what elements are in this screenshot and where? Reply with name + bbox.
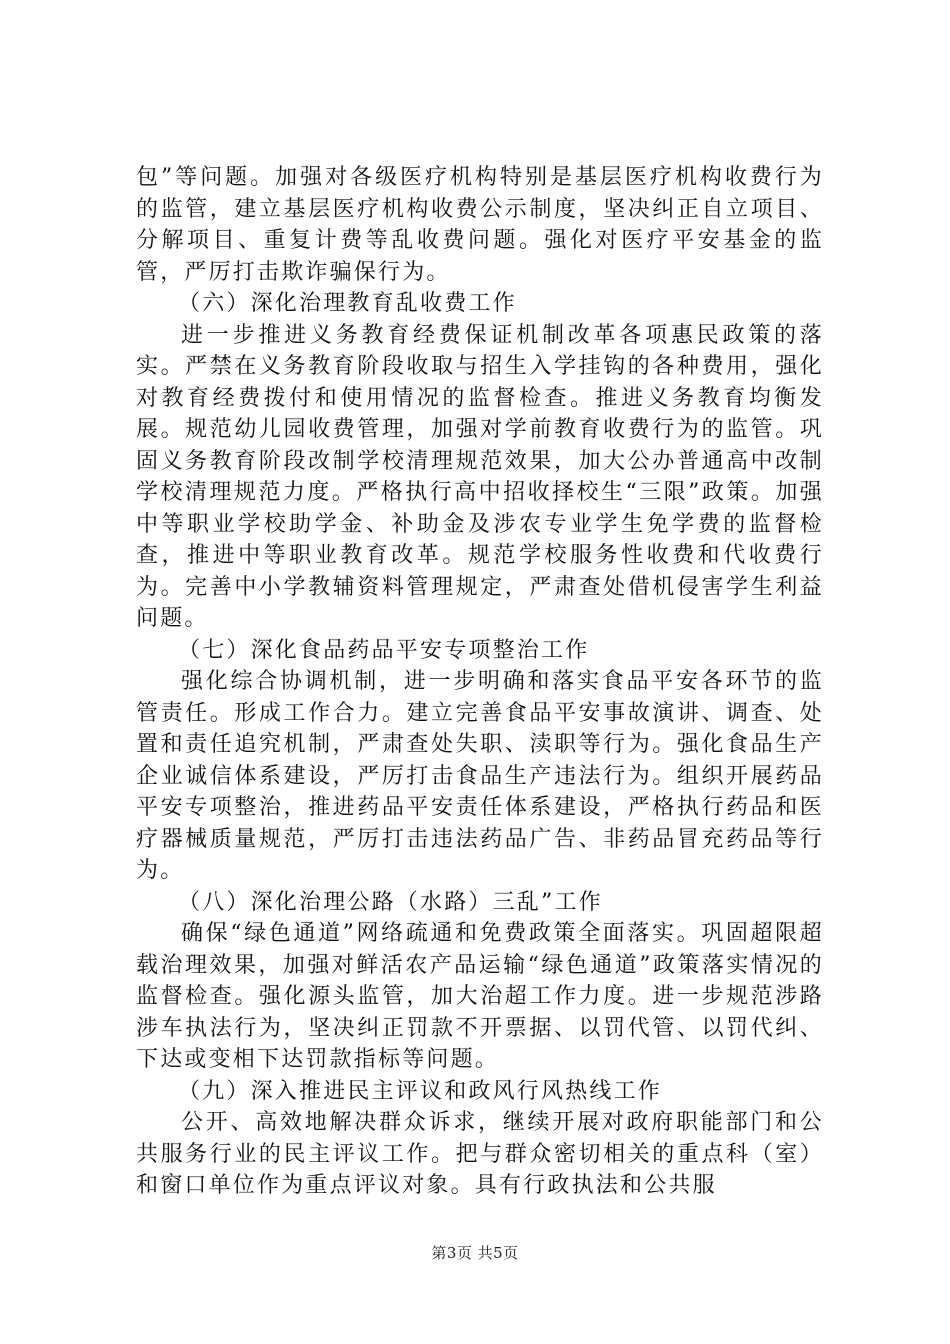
paragraph-continued: 包”等问题。加强对各级医疗机构特别是基层医疗机构收费行为的监管，建立基层医疗机构收费公示制度，坚决纠正自立项目、分解项目、重复计费等乱收费问题。强化对医疗平安基金的监管，严厉打击欺诈骗保行为。 xyxy=(136,165,824,285)
paragraph-food-drug-safety: 强化综合协调机制，进一步明确和落实食品平安各环节的监管责任。形成工作合力。建立完善食品平安事故演讲、调查、处置和责任追究机制，严肃查处失职、渎职等行为。强化食品生产企业诚信体系建设，严厉打击食品生产违法行为。组织开展药品平安专项整治，推进药品平安责任体系建设，严格执行药品和医疗器械质量规范，严厉打击违法药品广告、非药品冒充药品等行为。 xyxy=(136,669,824,883)
section-heading-6: （六）深化治理教育乱收费工作 xyxy=(178,291,517,316)
section-heading-8: （八）深化治理公路（水路）三乱”工作 xyxy=(178,889,603,915)
paragraph-education-fees: 进一步推进义务教育经费保证机制改革各项惠民政策的落实。严禁在义务教育阶段收取与招生入学挂钩的各种费用，强化对教育经费拨付和使用情况的监督检查。推进义务教育均衡发展。规范幼儿园收费管理，加强对学前教育收费行为的监管。巩固义务教育阶段改制学校清理规范效果，加大公办普通高中改制学校清理规范力度。严格执行高中招收择校生“三限”政策。加强中等职业学校助学金、补助金及涉农专业学生免学费的监督检查，推进中等职业教育改革。规范学校服务性收费和代收费行为。完善中小学教辅资料管理规定，严肃查处借机侵害学生利益问题。 xyxy=(136,322,824,631)
paragraph-democratic-appraisal: 公开、高效地解决群众诉求，继续开展对政府职能部门和公共服务行业的民主评议工作。把与群众密切相关的重点科（室）和窗口单位作为重点评议对象。具有行政执法和公共服 xyxy=(136,1110,824,1198)
document-body xyxy=(136,162,824,1202)
section-heading-9: （九）深入推进民主评议和政风行风热线工作 xyxy=(178,1078,663,1104)
paragraph-highway-waterway: 确保“绿色通道”网络疏通和免费政策全面落实。巩固超限超载治理效果，加强对鲜活农产品运输“绿色通道”政策落实情况的监督检查。强化源头监管，加大治超工作力度。进一步规范涉路涉车执法行为，坚决纠正罚款不开票据、以罚代管、以罚代纠、下达或变相下达罚款指标等问题。 xyxy=(136,921,824,1072)
page-number-footer: 第3页 共5页 xyxy=(431,1244,519,1262)
section-heading-7: （七）深化食品药品平安专项整治工作 xyxy=(178,637,590,663)
